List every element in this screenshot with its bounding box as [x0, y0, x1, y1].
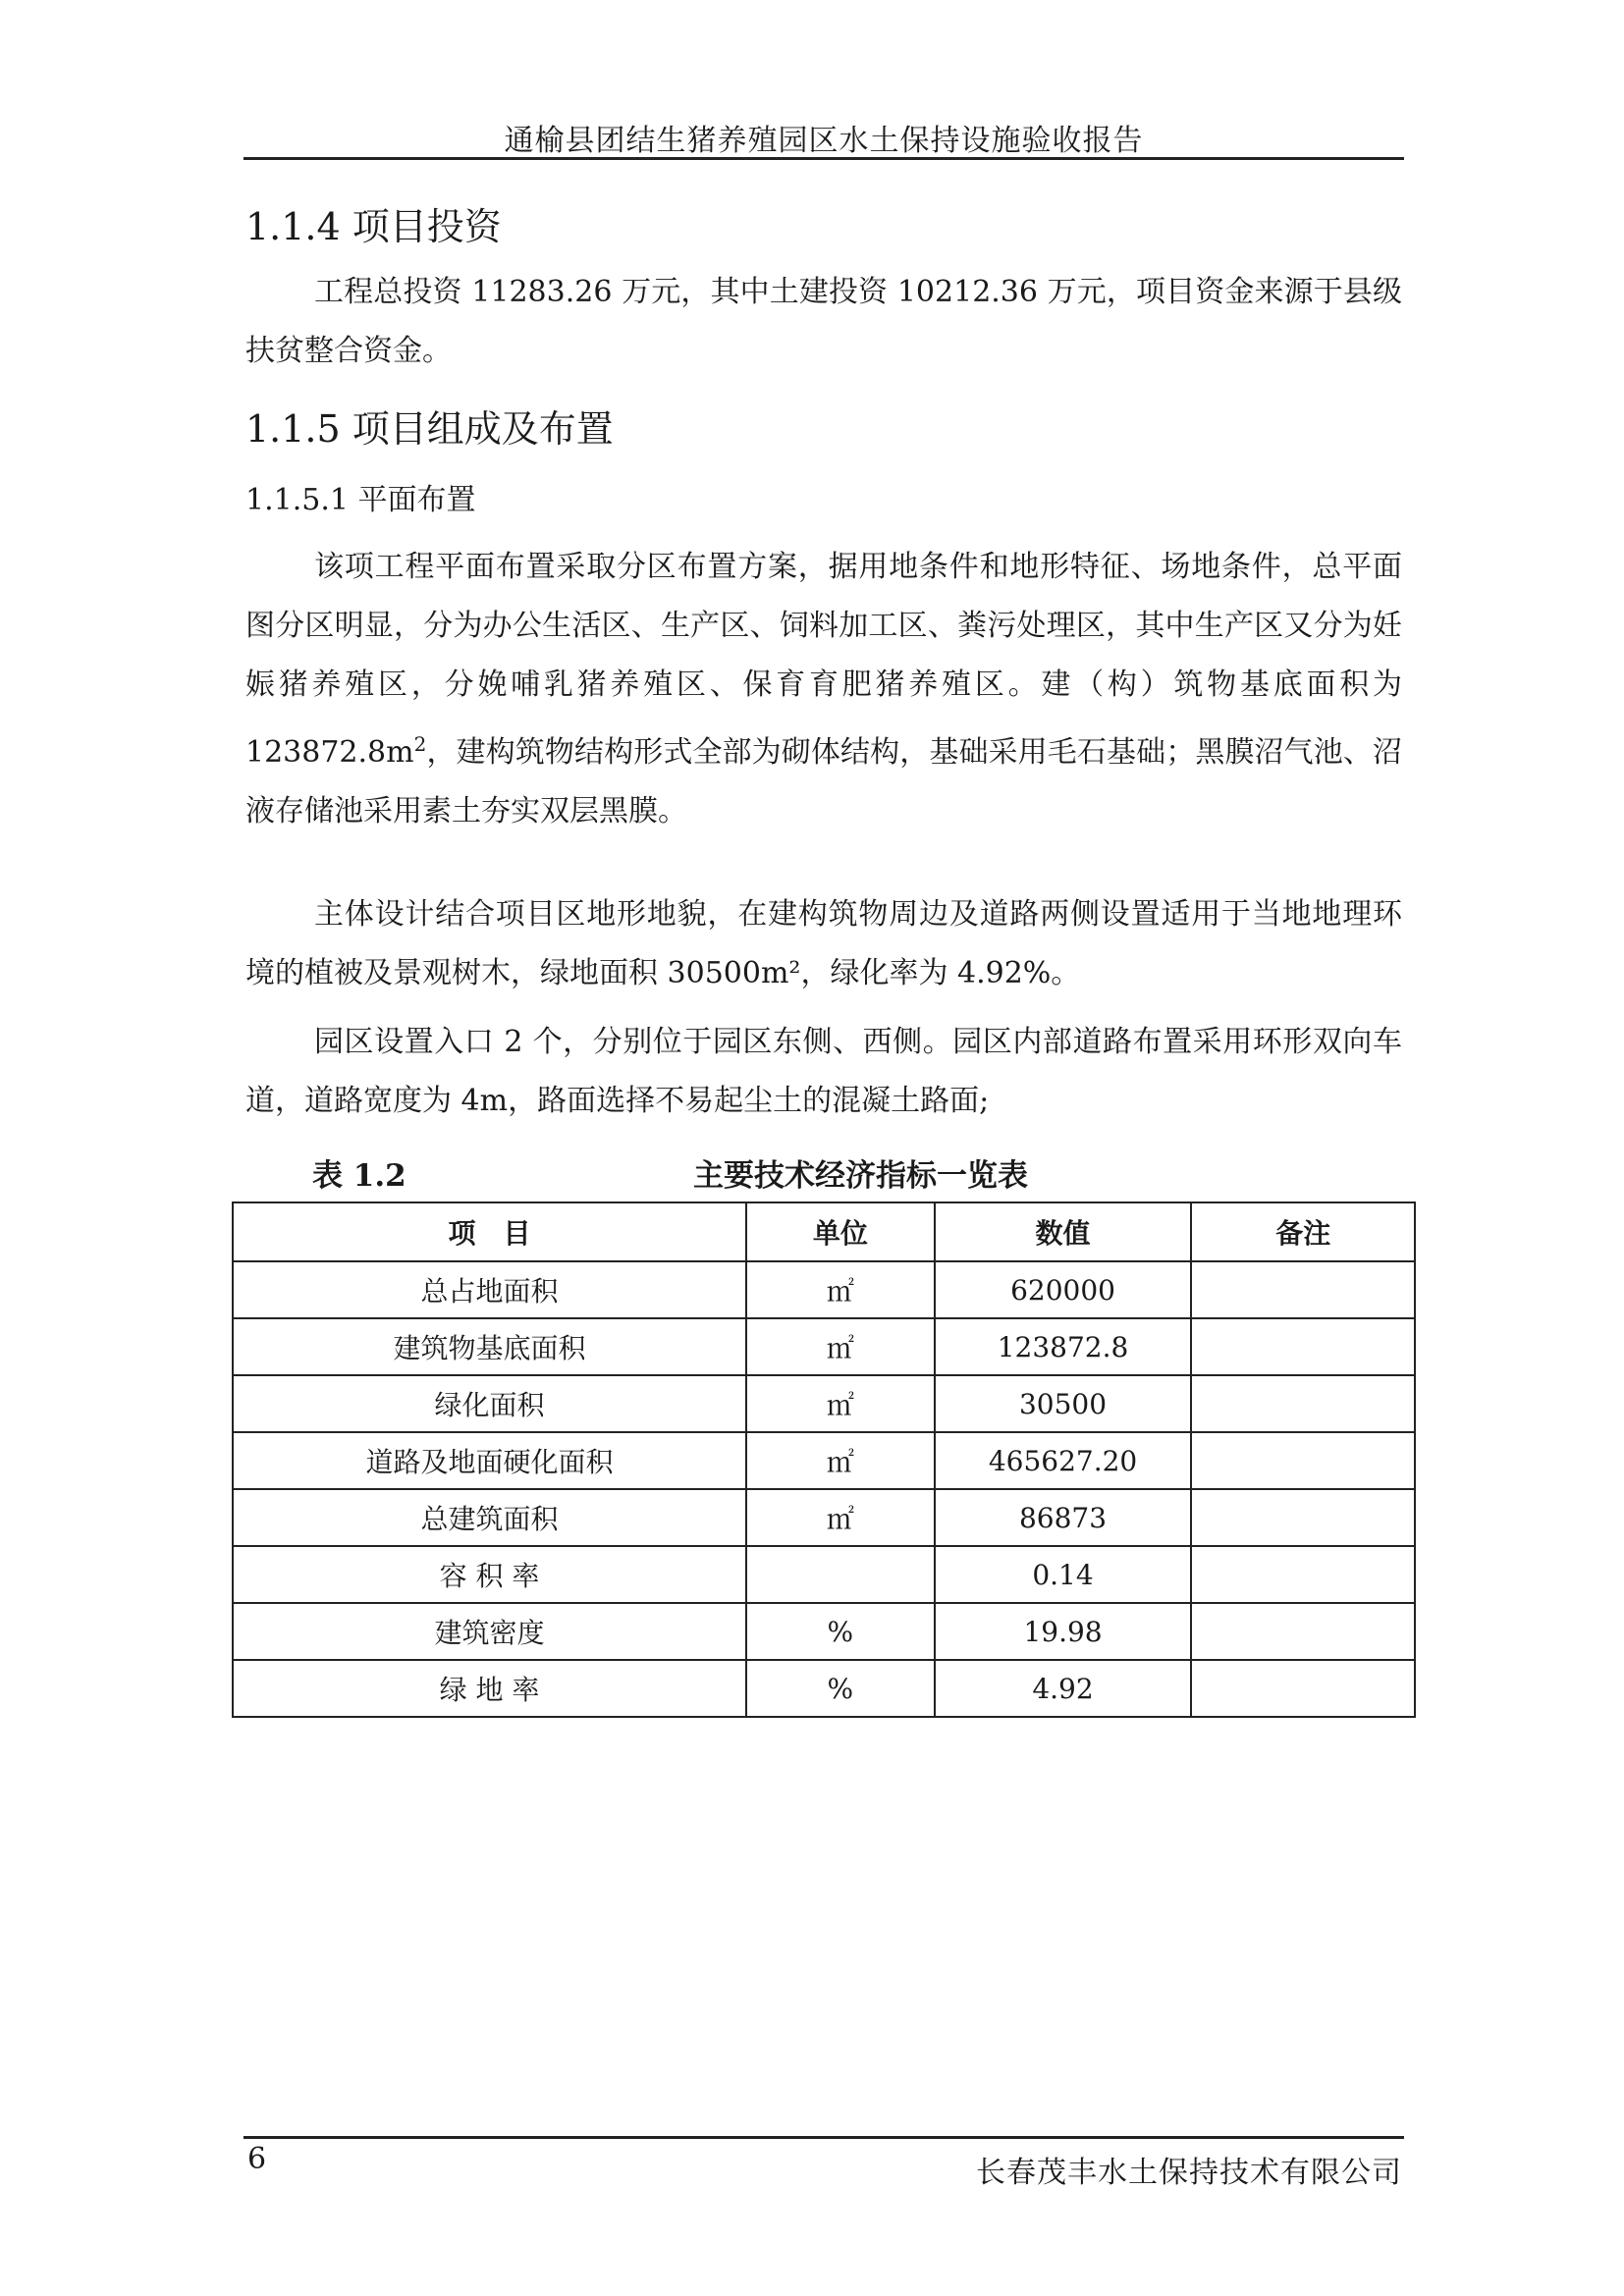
cell-unit: % — [746, 1603, 935, 1660]
table-row — [233, 1660, 1415, 1717]
footer-rule — [244, 2136, 1404, 2139]
cell-item: 总建筑面积 — [233, 1489, 746, 1546]
table-caption-number: 表 1.2 — [312, 1158, 406, 1194]
cell-remark — [1191, 1375, 1415, 1432]
area-unit-superscript: 2 — [413, 732, 427, 756]
header-remark: 备注 — [1191, 1202, 1415, 1261]
layout-paragraph — [245, 538, 1402, 841]
table-row — [233, 1375, 1415, 1432]
table-row — [233, 1546, 1415, 1603]
cell-remark — [1191, 1261, 1415, 1318]
entrance-paragraph: 园区设置入口 2 个，分别位于园区东侧、西侧。园区内部道路布置采用环形双向车道，道路宽度为 4m，路面选择不易起尘土的混凝土路面; — [245, 1025, 1402, 1118]
section-heading-composition: 1.1.5 项目组成及布置 — [245, 407, 614, 451]
header-rule — [244, 157, 1404, 160]
section-heading-investment: 1.1.4 项目投资 — [245, 205, 502, 248]
cell-unit: ㎡ — [746, 1375, 935, 1432]
layout-paragraph-text: 该项工程平面布置采取分区布置方案，据用地条件和地形特征、场地条件，总平面图分区明显，分为办公生活区、生产区、饲料加工区、粪污处理区，其中生产区又分为妊娠猪养殖区，分娩哺乳猪养殖区、保育育肥猪养殖区。建（构）筑物基底面积为 123872.8m — [245, 550, 1402, 770]
cell-unit: ㎡ — [746, 1261, 935, 1318]
cell-item: 容 积 率 — [233, 1546, 746, 1603]
layout-paragraph-text-cont: ，建构筑物结构形式全部为砌体结构，基础采用毛石基础；黑膜沼气池、沼液存储池采用素土夯实双层黑膜。 — [245, 735, 1402, 828]
landscape-paragraph: 主体设计结合项目区地形地貌，在建构筑物周边及道路两侧设置适用于当地地理环境的植被及景观树木，绿地面积 30500m²，绿化率为 4.92%。 — [245, 897, 1402, 990]
subsection-heading-layout: 1.1.5.1 平面布置 — [245, 483, 476, 517]
investment-paragraph: 工程总投资 11283.26 万元，其中土建投资 10212.36 万元，项目资金来源于县级扶贫整合资金。 — [245, 275, 1402, 368]
cell-remark — [1191, 1432, 1415, 1489]
header-value: 数值 — [935, 1202, 1192, 1261]
cell-value: 620000 — [935, 1261, 1192, 1318]
table-row — [233, 1318, 1415, 1375]
table-row — [233, 1261, 1415, 1318]
cell-value: 0.14 — [935, 1546, 1192, 1603]
table-row — [233, 1432, 1415, 1489]
table-caption-title: 主要技术经济指标一览表 — [693, 1158, 1028, 1194]
cell-unit: ㎡ — [746, 1489, 935, 1546]
company-name: 长春茂丰水土保持技术有限公司 — [976, 2156, 1402, 2190]
cell-unit: ㎡ — [746, 1318, 935, 1375]
table-header-row — [233, 1202, 1415, 1261]
cell-value: 86873 — [935, 1489, 1192, 1546]
cell-remark — [1191, 1489, 1415, 1546]
cell-value: 30500 — [935, 1375, 1192, 1432]
cell-unit: ㎡ — [746, 1432, 935, 1489]
cell-remark — [1191, 1603, 1415, 1660]
technical-indicators-table — [232, 1201, 1416, 1718]
cell-item: 绿化面积 — [233, 1375, 746, 1432]
running-header: 通榆县团结生猪养殖园区水土保持设施验收报告 — [504, 124, 1144, 158]
cell-item: 建筑密度 — [233, 1603, 746, 1660]
page-number: 6 — [247, 2142, 267, 2176]
cell-value: 19.98 — [935, 1603, 1192, 1660]
cell-item: 绿 地 率 — [233, 1660, 746, 1717]
cell-item: 道路及地面硬化面积 — [233, 1432, 746, 1489]
cell-value: 4.92 — [935, 1660, 1192, 1717]
cell-item: 建筑物基底面积 — [233, 1318, 746, 1375]
cell-value: 123872.8 — [935, 1318, 1192, 1375]
cell-unit — [746, 1546, 935, 1603]
cell-item: 总占地面积 — [233, 1261, 746, 1318]
cell-remark — [1191, 1660, 1415, 1717]
table-row — [233, 1489, 1415, 1546]
cell-unit: % — [746, 1660, 935, 1717]
cell-value: 465627.20 — [935, 1432, 1192, 1489]
header-unit: 单位 — [746, 1202, 935, 1261]
cell-remark — [1191, 1546, 1415, 1603]
header-item: 项 目 — [233, 1202, 746, 1261]
table-row — [233, 1603, 1415, 1660]
cell-remark — [1191, 1318, 1415, 1375]
